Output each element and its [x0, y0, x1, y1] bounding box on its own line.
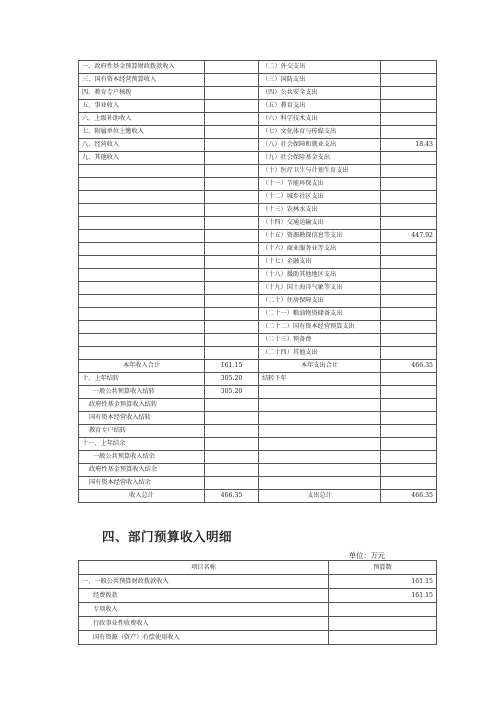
budget-summary-body — [79, 61, 437, 503]
income-item-cell — [79, 321, 205, 334]
income-item-cell — [79, 347, 205, 360]
sub-value-cell — [205, 451, 259, 464]
table-row — [79, 295, 437, 308]
income-value-cell — [205, 113, 259, 126]
sub-item-cell: 政府性基金预算收入结余 — [79, 464, 205, 477]
table-row — [79, 334, 437, 347]
table-row — [79, 217, 437, 230]
expense-value-cell: 447.92 — [381, 230, 437, 243]
income-value-cell — [205, 269, 259, 282]
expense-item-cell: （二十三）预备费 — [259, 334, 381, 347]
detail-name-cell: 国有资源（资产）有偿使用收入 — [79, 631, 329, 645]
income-value-cell — [205, 308, 259, 321]
income-value-cell — [205, 74, 259, 87]
income-item-cell — [79, 178, 205, 191]
grand-income-label: 收入总计 — [79, 490, 205, 503]
expense-value-cell — [381, 295, 437, 308]
income-item-cell — [79, 256, 205, 269]
unit-label: 单位：万元 — [349, 551, 385, 560]
sub-item-cell: 教育专户结转 — [79, 425, 205, 438]
table-row — [79, 243, 437, 256]
column-header-amount: 预算数 — [329, 561, 437, 575]
detail-name-cell: 一、一般公共预算财政拨款收入 — [79, 575, 329, 589]
expense-item-cell: （十五）资源勘探信息等支出 — [259, 230, 381, 243]
expense-value-cell — [381, 178, 437, 191]
empty-cell — [381, 477, 437, 490]
sub-item-cell: 国有资本经营收入结余 — [79, 477, 205, 490]
expense-item-cell: （五）教育支出 — [259, 100, 381, 113]
income-value-cell — [205, 100, 259, 113]
income-value-cell — [205, 321, 259, 334]
expense-value-cell — [381, 269, 437, 282]
table-row — [79, 230, 437, 243]
grand-expense-value: 466.35 — [381, 490, 437, 503]
expense-item-cell: （九）社会保险基金支出 — [259, 152, 381, 165]
table-row — [79, 256, 437, 269]
empty-cell — [381, 373, 437, 386]
grand-total-row — [79, 490, 437, 503]
empty-cell — [381, 425, 437, 438]
empty-cell — [259, 477, 381, 490]
empty-cell — [259, 412, 381, 425]
table-row — [79, 451, 437, 464]
income-item-cell: 三、国有资本经营预算收入 — [79, 74, 205, 87]
expense-value-cell — [381, 191, 437, 204]
income-total-label: 本年收入合计 — [79, 360, 205, 373]
income-item-cell: 五、事业收入 — [79, 100, 205, 113]
income-value-cell — [205, 256, 259, 269]
table-row — [79, 321, 437, 334]
budget-summary-table — [78, 60, 437, 503]
empty-cell — [259, 425, 381, 438]
empty-cell — [259, 451, 381, 464]
table-row — [79, 477, 437, 490]
expense-value-cell — [381, 243, 437, 256]
detail-value-cell — [329, 631, 437, 645]
empty-cell — [381, 438, 437, 451]
income-detail-table — [78, 560, 437, 645]
total-row — [79, 360, 437, 373]
expense-item-cell: （二十一）粮油物资储备支出 — [259, 308, 381, 321]
income-item-cell: 四、教育专户核拨 — [79, 87, 205, 100]
sub-value-cell — [205, 399, 259, 412]
table-row — [79, 126, 437, 139]
income-item-cell: 七、附属单位上缴收入 — [79, 126, 205, 139]
income-value-cell — [205, 139, 259, 152]
expense-item-cell: （七）文化体育与传媒支出 — [259, 126, 381, 139]
expense-item-cell: （二十二）国有资本经营预算支出 — [259, 321, 381, 334]
income-value-cell — [205, 126, 259, 139]
income-value-cell — [205, 191, 259, 204]
carry-label: 十、上年结转 — [79, 373, 205, 386]
sub-value-cell — [205, 477, 259, 490]
income-value-cell — [205, 61, 259, 74]
income-total-value: 161.15 — [205, 360, 259, 373]
carry-value: 305.20 — [205, 373, 259, 386]
table-row — [79, 386, 437, 399]
empty-cell — [259, 438, 381, 451]
income-item-cell: 八、经营收入 — [79, 139, 205, 152]
empty-cell — [381, 399, 437, 412]
detail-name-cell: 专项收入 — [79, 603, 329, 617]
expense-value-cell — [381, 165, 437, 178]
expense-item-cell: （二）外交支出 — [259, 61, 381, 74]
table-row — [79, 87, 437, 100]
income-item-cell — [79, 191, 205, 204]
sub-value-cell — [205, 464, 259, 477]
empty-cell — [381, 412, 437, 425]
expense-item-cell: （十四）交通运输支出 — [259, 217, 381, 230]
expense-value-cell — [381, 152, 437, 165]
empty-cell — [259, 399, 381, 412]
sub-value-cell: 305.20 — [205, 386, 259, 399]
expense-value-cell — [381, 61, 437, 74]
income-item-cell: 六、上级补助收入 — [79, 113, 205, 126]
income-value-cell — [205, 204, 259, 217]
income-value-cell — [205, 87, 259, 100]
detail-value-cell: 161.15 — [329, 575, 437, 589]
detail-value-cell — [329, 603, 437, 617]
expense-value-cell: 18.43 — [381, 139, 437, 152]
income-item-cell — [79, 243, 205, 256]
detail-value-cell — [329, 617, 437, 631]
expense-item-cell: （四）公共安全支出 — [259, 87, 381, 100]
table-row — [79, 113, 437, 126]
expense-item-cell: （十）医疗卫生与计划生育支出 — [259, 165, 381, 178]
expense-item-cell: （十三）农林水支出 — [259, 204, 381, 217]
expense-value-cell — [381, 347, 437, 360]
table-row — [79, 412, 437, 425]
grand-expense-label: 支出总计 — [259, 490, 381, 503]
section-title: 四、部门预算收入明细 — [102, 529, 233, 544]
expense-item-cell: （二十）住房保障支出 — [259, 295, 381, 308]
table-row — [79, 603, 437, 617]
carry-next-label: 结转下年 — [259, 373, 381, 386]
sub-value-cell — [205, 425, 259, 438]
sub-item-cell: 政府性基金预算收入结转 — [79, 399, 205, 412]
income-item-cell — [79, 269, 205, 282]
expense-item-cell: （十二）城乡社区支出 — [259, 191, 381, 204]
expense-value-cell — [381, 282, 437, 295]
detail-value-cell: 161.15 — [329, 589, 437, 603]
expense-value-cell — [381, 100, 437, 113]
expense-value-cell — [381, 74, 437, 87]
expense-value-cell — [381, 87, 437, 100]
table-row — [79, 631, 437, 645]
table-row — [79, 308, 437, 321]
expense-value-cell — [381, 126, 437, 139]
sub-item-cell: 一般公共预算收入结转 — [79, 386, 205, 399]
expense-value-cell — [381, 321, 437, 334]
expense-total-label: 本年支出合计 — [259, 360, 381, 373]
detail-name-cell: 行政事业性收费收入 — [79, 617, 329, 631]
income-item-cell: 一、政府性基金预算财政拨款收入 — [79, 61, 205, 74]
income-value-cell — [205, 165, 259, 178]
empty-cell — [259, 464, 381, 477]
expense-value-cell — [381, 217, 437, 230]
table-row — [79, 399, 437, 412]
income-item-cell — [79, 295, 205, 308]
table-row — [79, 191, 437, 204]
table-row — [79, 575, 437, 589]
income-item-cell — [79, 308, 205, 321]
income-item-cell — [79, 217, 205, 230]
expense-value-cell — [381, 113, 437, 126]
table-row — [79, 617, 437, 631]
table-row — [79, 100, 437, 113]
sub-item-cell: 一般公共预算收入结余 — [79, 451, 205, 464]
income-value-cell — [205, 295, 259, 308]
empty-cell — [259, 386, 381, 399]
expense-total-value: 466.35 — [381, 360, 437, 373]
income-value-cell — [205, 243, 259, 256]
table-row — [79, 589, 437, 603]
table-row — [79, 282, 437, 295]
detail-name-cell: 经费拨款 — [79, 589, 329, 603]
table-row — [79, 61, 437, 74]
grand-income-value: 466.35 — [205, 490, 259, 503]
empty-cell — [381, 451, 437, 464]
expense-item-cell: （二十四）其他支出 — [259, 347, 381, 360]
income-value-cell — [205, 152, 259, 165]
carry-row — [79, 373, 437, 386]
income-value-cell — [205, 178, 259, 191]
sub-value-cell — [205, 412, 259, 425]
table-row — [79, 464, 437, 477]
table-row — [79, 269, 437, 282]
income-item-cell: 九、其他收入 — [79, 152, 205, 165]
expense-value-cell — [381, 334, 437, 347]
table-row — [79, 204, 437, 217]
income-item-cell — [79, 334, 205, 347]
expense-value-cell — [381, 204, 437, 217]
expense-value-cell — [381, 308, 437, 321]
sub-item-cell: 十一、上年结余 — [79, 438, 205, 451]
empty-cell — [381, 386, 437, 399]
income-value-cell — [205, 230, 259, 243]
income-value-cell — [205, 282, 259, 295]
expense-item-cell: （十一）节能环保支出 — [259, 178, 381, 191]
expense-item-cell: （六）科学技术支出 — [259, 113, 381, 126]
income-value-cell — [205, 217, 259, 230]
income-value-cell — [205, 347, 259, 360]
expense-item-cell: （八）社会保障和就业支出 — [259, 139, 381, 152]
income-detail-body — [79, 561, 437, 645]
income-item-cell — [79, 230, 205, 243]
table-row — [79, 165, 437, 178]
header-row — [79, 561, 437, 575]
income-value-cell — [205, 334, 259, 347]
income-item-cell — [79, 165, 205, 178]
column-header-name: 项目名称 — [79, 561, 329, 575]
table-row — [79, 152, 437, 165]
expense-item-cell: （十七）金融支出 — [259, 256, 381, 269]
table-row — [79, 438, 437, 451]
income-item-cell — [79, 282, 205, 295]
table-row — [79, 347, 437, 360]
empty-cell — [381, 464, 437, 477]
income-item-cell — [79, 204, 205, 217]
table-row — [79, 425, 437, 438]
table-row — [79, 74, 437, 87]
expense-item-cell: （十八）援助其他地区支出 — [259, 269, 381, 282]
sub-item-cell: 国有资本经营收入结转 — [79, 412, 205, 425]
expense-value-cell — [381, 256, 437, 269]
table-row — [79, 139, 437, 152]
expense-item-cell: （十六）商业服务业等支出 — [259, 243, 381, 256]
table-row — [79, 178, 437, 191]
expense-item-cell: （三）国防支出 — [259, 74, 381, 87]
sub-value-cell — [205, 438, 259, 451]
expense-item-cell: （十九）国土海洋气象等支出 — [259, 282, 381, 295]
